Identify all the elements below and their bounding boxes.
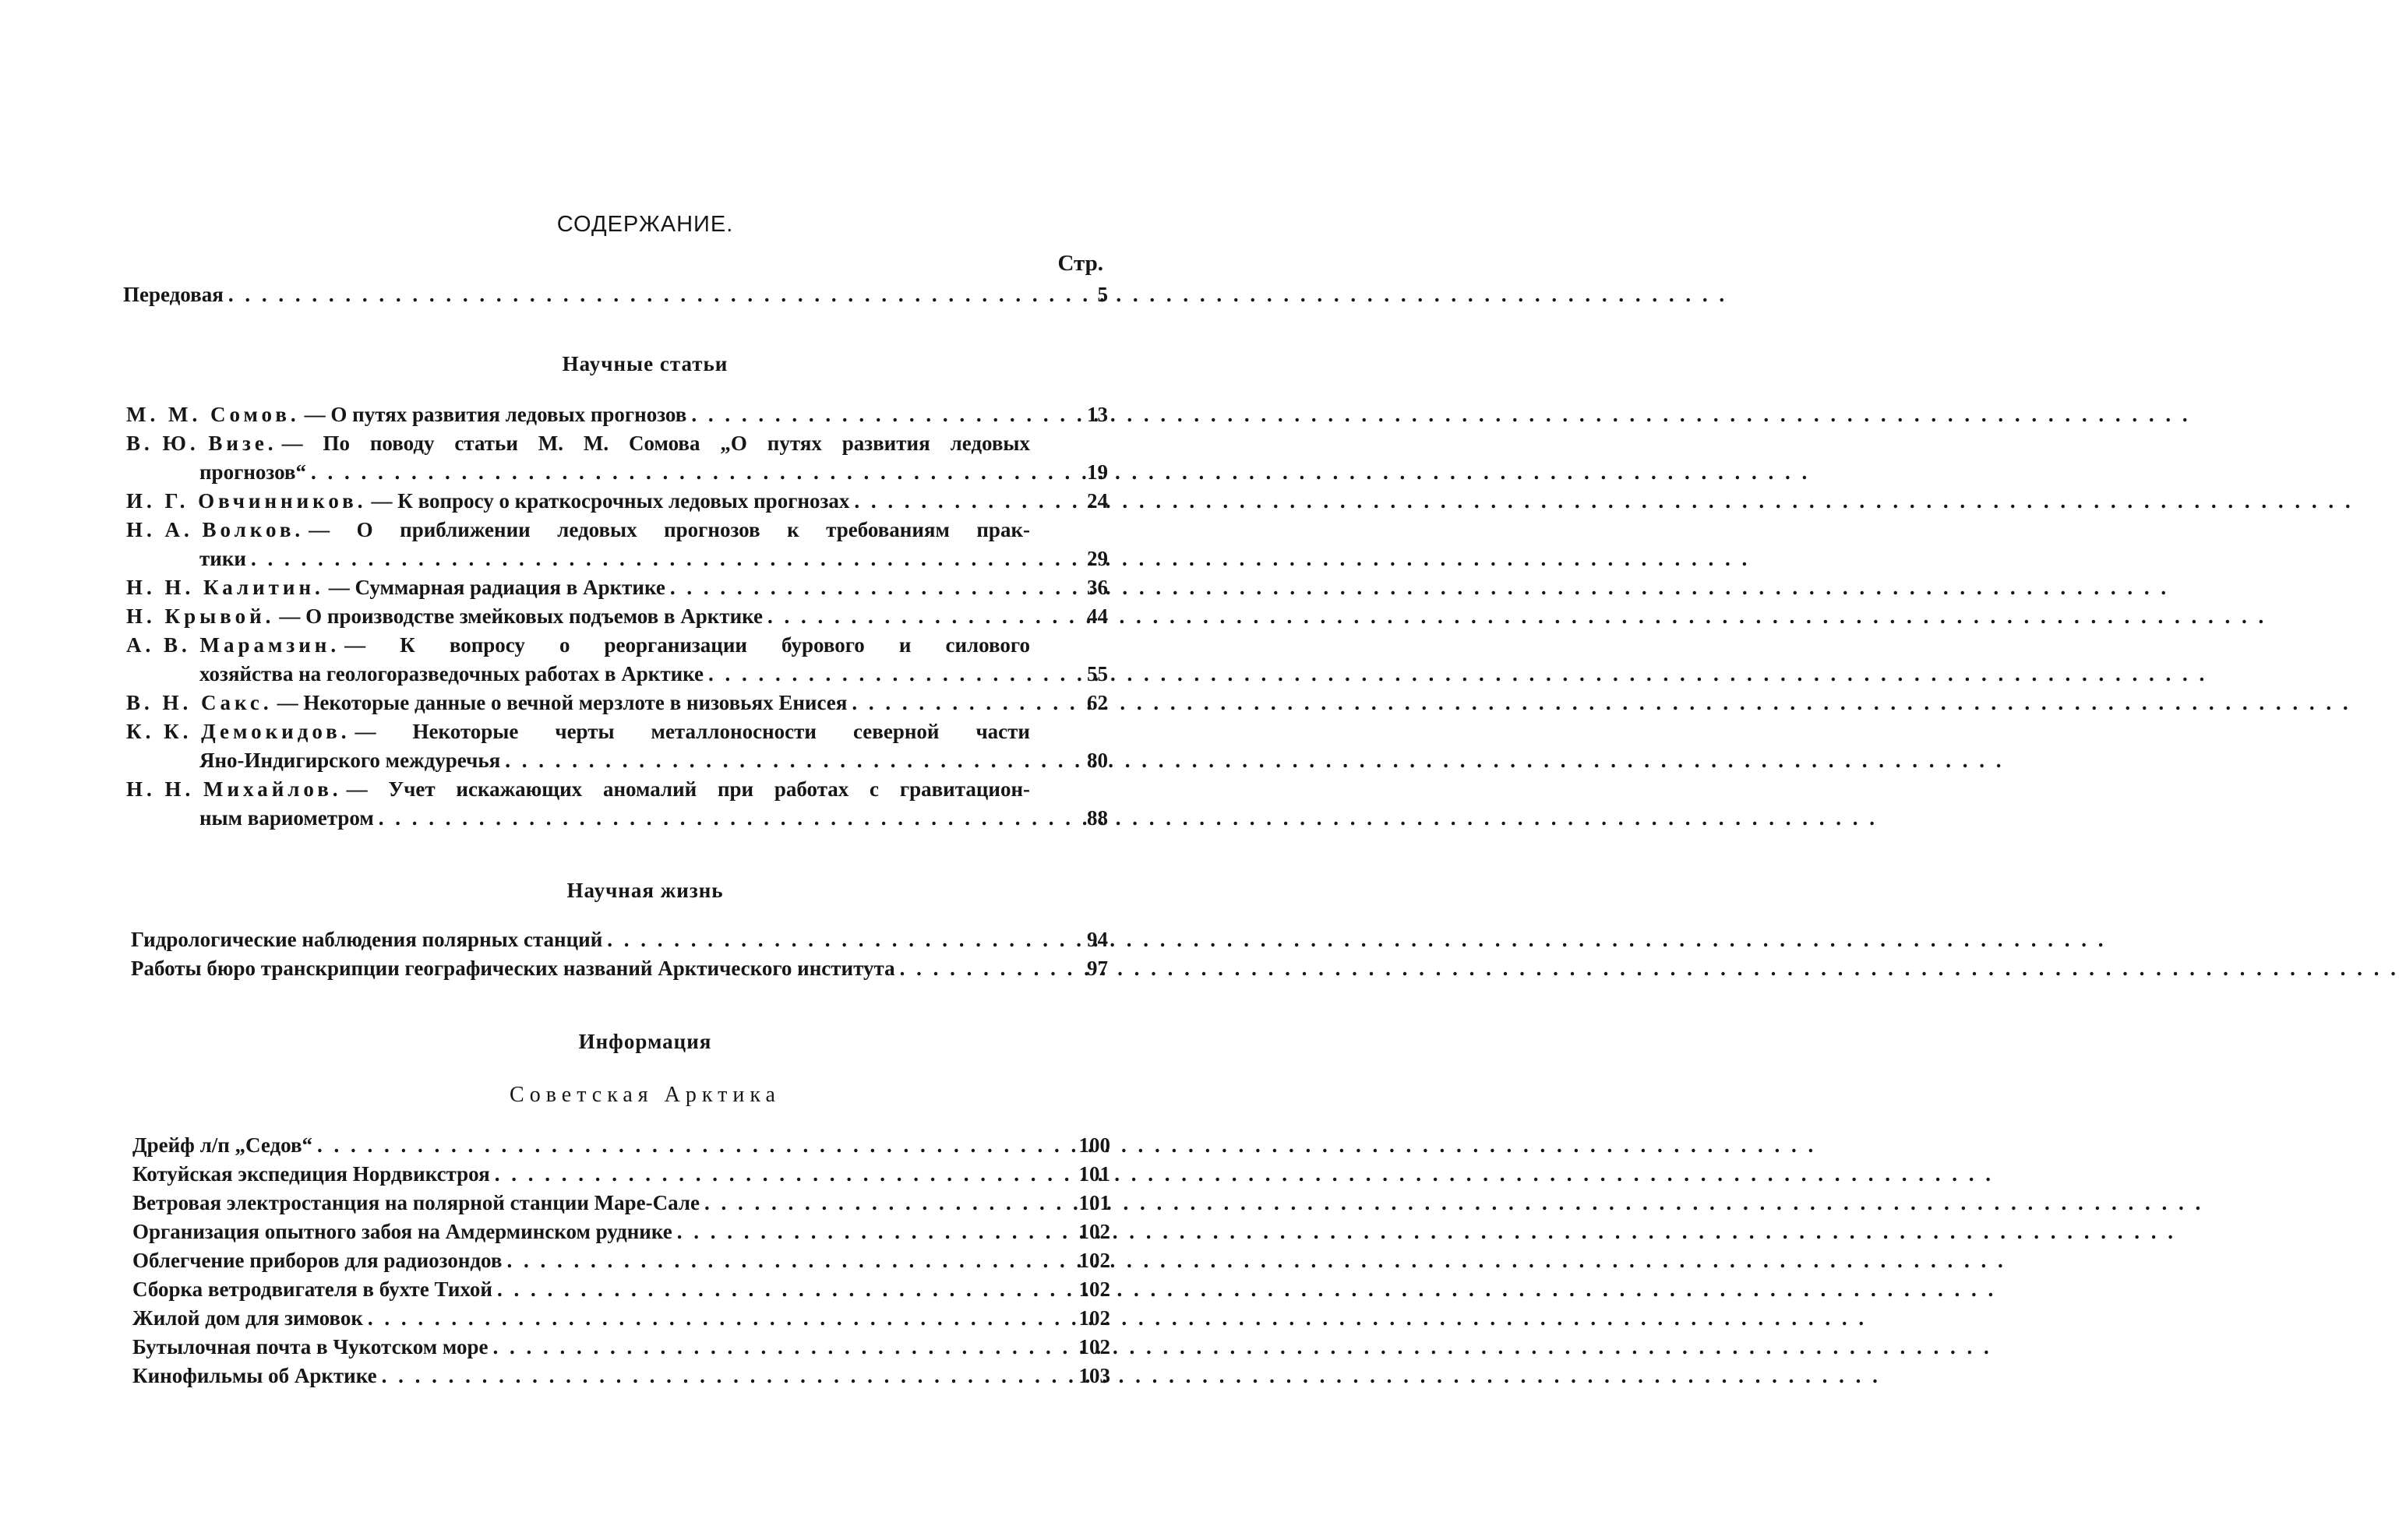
leader-dots — [704, 1189, 2203, 1218]
toc-entry-continuation — [199, 458, 1030, 487]
toc-entry-page: 102 — [1078, 1306, 1110, 1330]
leader-dots — [382, 1362, 1881, 1390]
toc-entry-title: — Некоторые данные о вечной мерзлоте в низовьях Енисея — [277, 691, 848, 714]
toc-entry-title: — К вопросу о краткосрочных ледовых прогнозах — [371, 489, 850, 513]
leader-dots — [607, 925, 2106, 954]
toc-entry-title: — К вопросу о реорганизации бурового и силового — [344, 633, 1030, 657]
toc-entry[interactable] — [126, 775, 1030, 804]
leader-dots — [670, 573, 2169, 602]
toc-entry-page: 55 — [1087, 662, 1108, 685]
toc-entry-page: 103 — [1078, 1364, 1110, 1387]
toc-entry-page: 13 — [1087, 403, 1108, 426]
toc-entry-page: 62 — [1087, 691, 1108, 714]
toc-entry-title: Сборка ветродвигателя в бухте Тихой — [132, 1277, 492, 1301]
toc-entry-author: К. К. Демокидов. — [126, 720, 351, 743]
toc-entry-title: прогнозов“ — [199, 460, 306, 484]
toc-entry-page: 101 — [1078, 1191, 1110, 1214]
toc-entry-title: Облегчение приборов для радиозондов — [132, 1249, 503, 1272]
toc-entry[interactable] — [132, 1275, 1030, 1304]
toc-entry[interactable] — [126, 689, 1030, 717]
leader-dots — [767, 602, 2267, 631]
toc-entry-title: — Суммарная радиация в Арктике — [328, 576, 665, 599]
section-heading-science-life: Научная жизнь — [566, 879, 724, 902]
leader-dots — [505, 746, 2004, 775]
toc-entry-title: тики — [199, 547, 246, 570]
leader-dots — [677, 1218, 2176, 1246]
leader-dots — [368, 1304, 1867, 1333]
leader-dots — [228, 280, 1727, 309]
toc-entry-page: 36 — [1087, 576, 1108, 599]
toc-entry[interactable] — [132, 1218, 1030, 1246]
toc-entry[interactable] — [132, 1333, 1030, 1362]
section-heading-information: Информация — [578, 1030, 712, 1053]
toc-entry-author: Н. Н. Калитин. — [126, 576, 324, 599]
toc-entry-title: Яно-Индигирского междуречья — [199, 749, 501, 772]
toc-entry[interactable] — [131, 954, 1030, 983]
toc-entry-page: 100 — [1078, 1133, 1110, 1157]
toc-entry-title: Передовая — [123, 283, 224, 306]
toc-entry-title: ным вариометром — [199, 806, 374, 830]
toc-entry-page: 97 — [1087, 957, 1108, 980]
leader-dots — [251, 544, 1750, 573]
toc-entry[interactable] — [126, 631, 1030, 660]
leader-dots — [497, 1275, 1996, 1304]
toc-entry-page: 44 — [1087, 604, 1108, 628]
leader-dots — [492, 1333, 1992, 1362]
toc-entry-title: Ветровая электростанция на полярной станции Маре-Сале — [132, 1191, 700, 1214]
toc-entry-continuation — [199, 660, 1030, 689]
leader-dots — [691, 400, 2190, 429]
toc-entry-page: 102 — [1078, 1249, 1110, 1272]
toc-entry-title: Организация опытного забоя на Амдерминском руднике — [132, 1220, 672, 1243]
leader-dots — [495, 1160, 1994, 1189]
subsection-heading-soviet-arctic: Советская Арктика — [510, 1083, 781, 1107]
toc-entry[interactable] — [132, 1131, 1030, 1160]
toc-entry-author: М. М. Сомов. — [126, 403, 300, 426]
toc-entry-continuation — [199, 804, 1030, 833]
leader-dots — [379, 804, 1878, 833]
page-title: СОДЕРЖАНИЕ. — [556, 212, 734, 237]
toc-entry-page: 24 — [1087, 489, 1108, 513]
toc-entry-title: — По поводу статьи М. М. Сомова „О путях развития ледовых — [281, 432, 1030, 455]
toc-entry-title: — Некоторые черты металлоносности северной части — [355, 720, 1030, 743]
toc-entry-title: — О производстве змейковых подъемов в Арктике — [279, 604, 763, 628]
toc-entry-author: Н. Н. Михайлов. — [126, 777, 342, 801]
toc-entry-page: 102 — [1078, 1220, 1110, 1243]
toc-entry-author: В. Ю. Визе. — [126, 432, 277, 455]
toc-entry[interactable] — [131, 925, 1030, 954]
toc-entry-page: 102 — [1078, 1277, 1110, 1301]
page-column-header: Стр. — [1057, 251, 1103, 276]
toc-entry-author: Н. А. Волков. — [126, 518, 305, 541]
toc-entry-page: 101 — [1078, 1162, 1110, 1186]
toc-entry-front[interactable] — [123, 280, 1031, 309]
toc-entry[interactable] — [132, 1246, 1030, 1275]
toc-entry-author: В. Н. Сакс. — [126, 691, 273, 714]
toc-entry-title: Жилой дом для зимовок — [132, 1306, 363, 1330]
toc-entry-page: 94 — [1087, 928, 1108, 951]
toc-entry-page: 19 — [1087, 460, 1108, 484]
toc-entry[interactable] — [126, 400, 1030, 429]
toc-entry-page: 29 — [1087, 547, 1108, 570]
toc-entry-title: Дрейф л/п „Седов“ — [132, 1133, 313, 1157]
leader-dots — [506, 1246, 2006, 1275]
toc-entry-title: Котуйская экспедиция Нордвикстроя — [132, 1162, 490, 1186]
toc-entry-title: Работы бюро транскрипции географических названий Арктического института — [131, 957, 895, 980]
toc-entry[interactable] — [132, 1304, 1030, 1333]
toc-entry-author: А. В. Марамзин. — [126, 633, 340, 657]
toc-entry[interactable] — [132, 1362, 1030, 1390]
toc-entry[interactable] — [126, 602, 1030, 631]
toc-entry-author: И. Г. Овчинников. — [126, 489, 367, 513]
toc-entry-title: Гидрологические наблюдения полярных станций — [131, 928, 603, 951]
toc-entry-page: 5 — [1097, 283, 1108, 306]
toc-entry[interactable] — [126, 429, 1030, 458]
toc-entry-title: Бутылочная почта в Чукотском море — [132, 1335, 489, 1359]
toc-entry-page: 80 — [1087, 749, 1108, 772]
toc-entry[interactable] — [126, 717, 1030, 746]
toc-entry[interactable] — [126, 573, 1030, 602]
toc-entry[interactable] — [132, 1189, 1030, 1218]
toc-entry[interactable] — [132, 1160, 1030, 1189]
toc-entry-title: хозяйства на геологоразведочных работах в Арктике — [199, 662, 704, 685]
leader-dots — [708, 660, 2207, 689]
section-heading-science-articles: Научные статьи — [562, 352, 729, 375]
leader-dots — [900, 954, 2399, 983]
toc-entry-page: 102 — [1078, 1335, 1110, 1359]
toc-entry[interactable] — [126, 516, 1030, 544]
toc-entry-page: 88 — [1087, 806, 1108, 830]
toc-entry-author: Н. Крывой. — [126, 604, 275, 628]
toc-entry-title: — О приближении ледовых прогнозов к требованиям прак- — [309, 518, 1030, 541]
toc-entry-title: Кинофильмы об Арктике — [132, 1364, 377, 1387]
toc-entry-title: — О путях развития ледовых прогнозов — [304, 403, 687, 426]
toc-entry[interactable] — [126, 487, 1030, 516]
toc-entry-title: — Учет искажающих аномалий при работах с гравитацион- — [346, 777, 1030, 801]
toc-entry-continuation — [199, 544, 1030, 573]
toc-entry-continuation — [199, 746, 1030, 775]
